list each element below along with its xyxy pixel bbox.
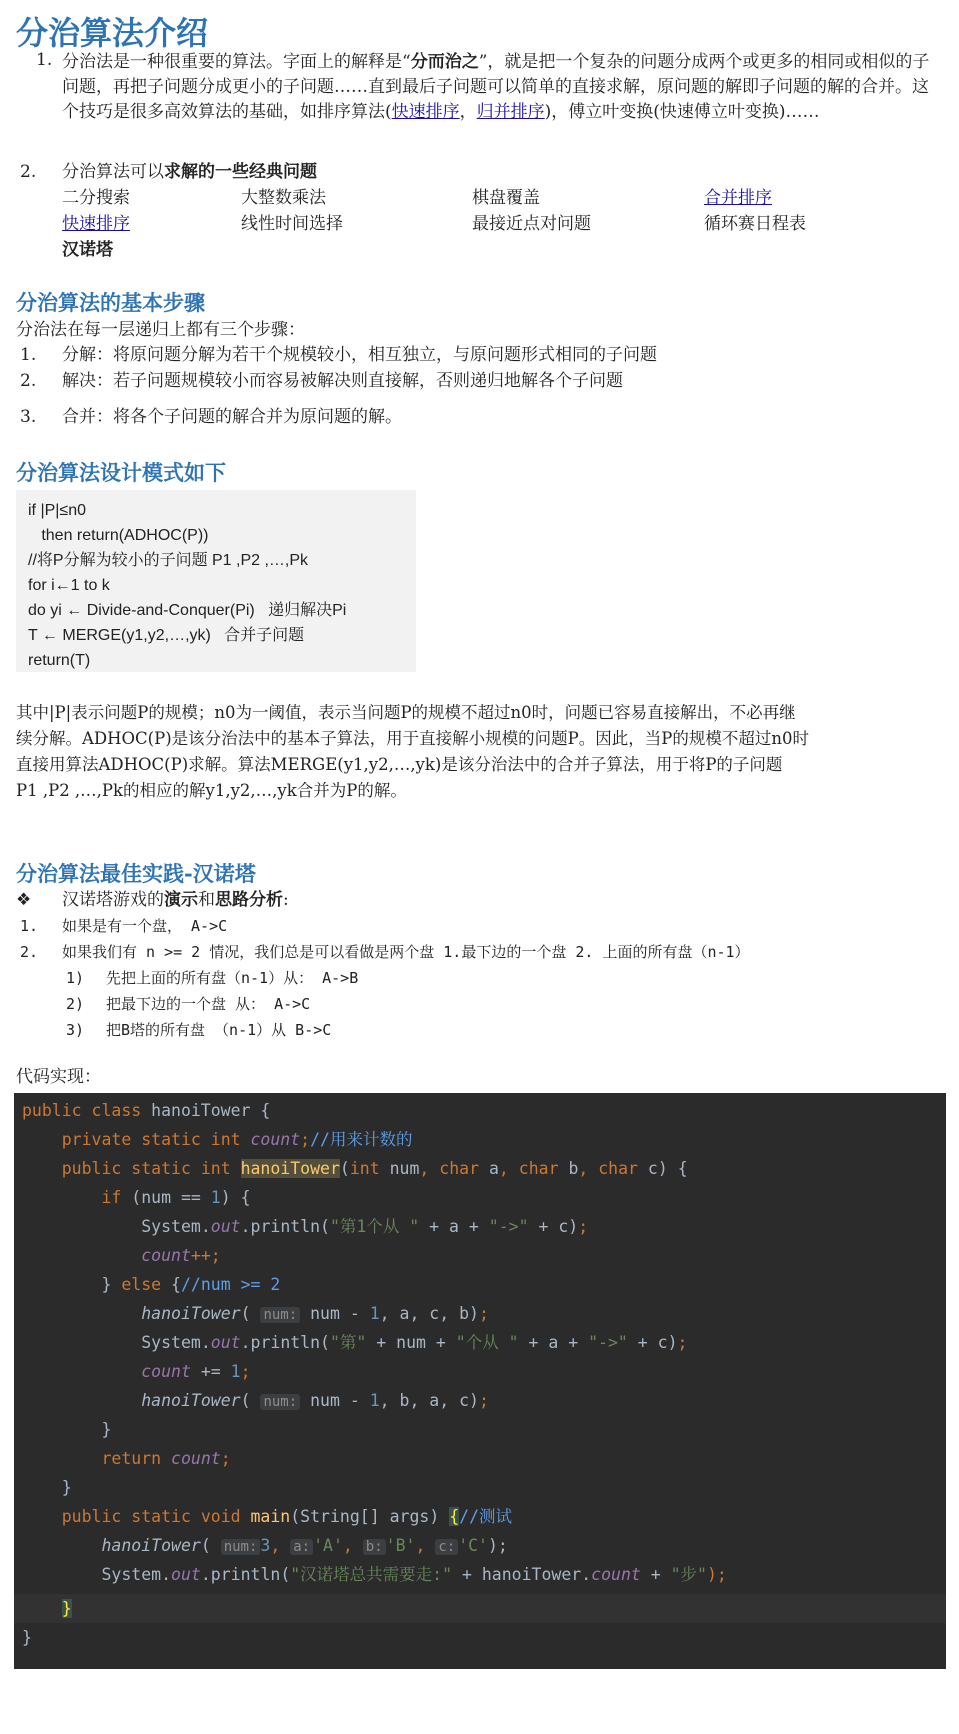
- problem-hanoi: 汉诺塔: [62, 240, 113, 260]
- problem-closest-pair: 最接近点对问题: [472, 214, 591, 234]
- code-line: }: [61, 1478, 72, 1497]
- problem-chessboard-cover: 棋盘覆盖: [472, 188, 540, 208]
- list-number: 2.: [20, 162, 37, 182]
- pseudocode-line: for i←1 to k: [28, 577, 110, 594]
- code-label: 代码实现：: [16, 1067, 101, 1087]
- explanation-line: 续分解。ADHOC(P)是该分治法中的基本子算法，用于直接解小规模的问题P。因此，当P的规模不超过n0时: [16, 729, 809, 748]
- problem-binary-search: 二分搜索: [62, 188, 130, 208]
- code-line: return count;: [101, 1449, 231, 1468]
- code-line: public static int hanoiTower(int num, char a, char b, char c) {: [61, 1159, 688, 1178]
- problem-linear-select: 线性时间选择: [241, 214, 343, 234]
- link-quicksort[interactable]: 快速排序: [391, 102, 460, 122]
- param-hint: num:: [260, 1307, 300, 1323]
- page-title: 分治算法介绍: [16, 14, 209, 52]
- pseudocode-line: return(T): [28, 652, 91, 669]
- pseudocode-line: if |P|≤n0: [28, 502, 87, 519]
- problem-grid: [62, 186, 942, 266]
- pseudocode-line: then return(ADHOC(P)): [28, 527, 209, 544]
- param-hint: num:: [260, 1394, 300, 1410]
- hanoi-heading: 分治算法最佳实践-汉诺塔: [16, 861, 256, 886]
- code-line: System.out.println("第1个从 " + a + "->" + c);: [141, 1217, 589, 1236]
- problem-round-robin: 循环赛日程表: [704, 214, 806, 234]
- problem-bigint-multiply: 大整数乘法: [241, 188, 326, 208]
- explanation-line: 直接用算法ADHOC(P)求解。算法MERGE(y1,y2,…,yk)是该分治法中的合并子算法，用于将P的子问题: [16, 755, 783, 774]
- code-line: }: [101, 1420, 112, 1439]
- code-line: if (num == 1) {: [101, 1188, 251, 1207]
- link-mergesort[interactable]: 归并排序: [476, 102, 545, 122]
- java-code-editor: [14, 1093, 946, 1669]
- design-heading: 分治算法设计模式如下: [16, 460, 226, 485]
- diamond-bullet-icon: ❖: [16, 890, 32, 910]
- param-hint: b:: [363, 1539, 386, 1555]
- code-line: public static void main(String[] args) {//测试: [61, 1507, 513, 1526]
- intro-item-2-text: 分治算法可以求解的一些经典问题: [62, 162, 317, 182]
- pseudocode-line: //将P分解为较小的子问题 P1 ,P2 ,…,Pk: [28, 552, 309, 569]
- code-line: }: [61, 1599, 72, 1618]
- pseudocode-line: do yi ← Divide-and-Conquer(Pi) 递归解决Pi: [28, 602, 347, 619]
- intro-paragraph: 分治法是一种很重要的算法。字面上的解释是“分而治之”，就是把一个复杂的问题分成两个或更多的相同或相似的子问题，再把子问题分成更小的子问题……直到最后子问题可以简单的直接求解，原问题的解即子问题的解的合并。这个技巧是很多高效算法的基础，如排序算法(快速排序，归并排序)，傅立叶变换(快速傅立叶变换)……: [62, 52, 930, 122]
- explanation-line: 其中|P|表示问题P的规模；n0为一阈值，表示当问题P的规模不超过n0时，问题已容易直接解出，不必再继: [16, 703, 796, 722]
- code-line: public class hanoiTower {: [22, 1101, 271, 1120]
- code-line: } else {//num >= 2: [101, 1275, 281, 1294]
- code-line: System.out.println("第" + num + "个从 " + a + "->" + c);: [141, 1333, 688, 1352]
- code-line: private static int count;//用来计数的: [61, 1130, 413, 1149]
- method-name-highlight: hanoiTower: [240, 1159, 340, 1178]
- problem-merge-sort-link[interactable]: 合并排序: [704, 188, 772, 208]
- code-line: count += 1;: [141, 1362, 251, 1381]
- code-line: hanoiTower( num: num - 1, b, a, c);: [141, 1391, 489, 1410]
- param-hint: c:: [435, 1539, 458, 1555]
- steps-lead: 分治法在每一层递归上都有三个步骤：: [16, 320, 305, 340]
- param-hint: num:: [221, 1539, 261, 1555]
- pseudocode-box: [16, 490, 416, 672]
- steps-heading: 分治算法的基本步骤: [16, 290, 205, 315]
- code-line: hanoiTower( num: num - 1, a, c, b);: [141, 1304, 489, 1323]
- design-explanation: [16, 700, 951, 804]
- code-line: hanoiTower( num: 3, a: 'A', b: 'B', c: 'C');: [101, 1536, 508, 1555]
- pseudocode-line: T ← MERGE(y1,y2,…,yk) 合并子问题: [28, 627, 305, 644]
- code-line: }: [22, 1628, 32, 1647]
- explanation-line: P1 ,P2 ,…,Pk的相应的解y1,y2,…,yk合并为P的解。: [16, 781, 407, 800]
- code-line: count++;: [141, 1246, 221, 1265]
- problem-quick-sort-link[interactable]: 快速排序: [62, 214, 130, 234]
- current-line-highlight: [14, 1594, 946, 1623]
- list-number: 1.: [36, 50, 53, 70]
- bold-term: 分而治之: [410, 52, 479, 72]
- code-line: System.out.println("汉诺塔总共需要走:" + hanoiTower.count + "步");: [101, 1565, 727, 1584]
- param-hint: a:: [290, 1539, 313, 1555]
